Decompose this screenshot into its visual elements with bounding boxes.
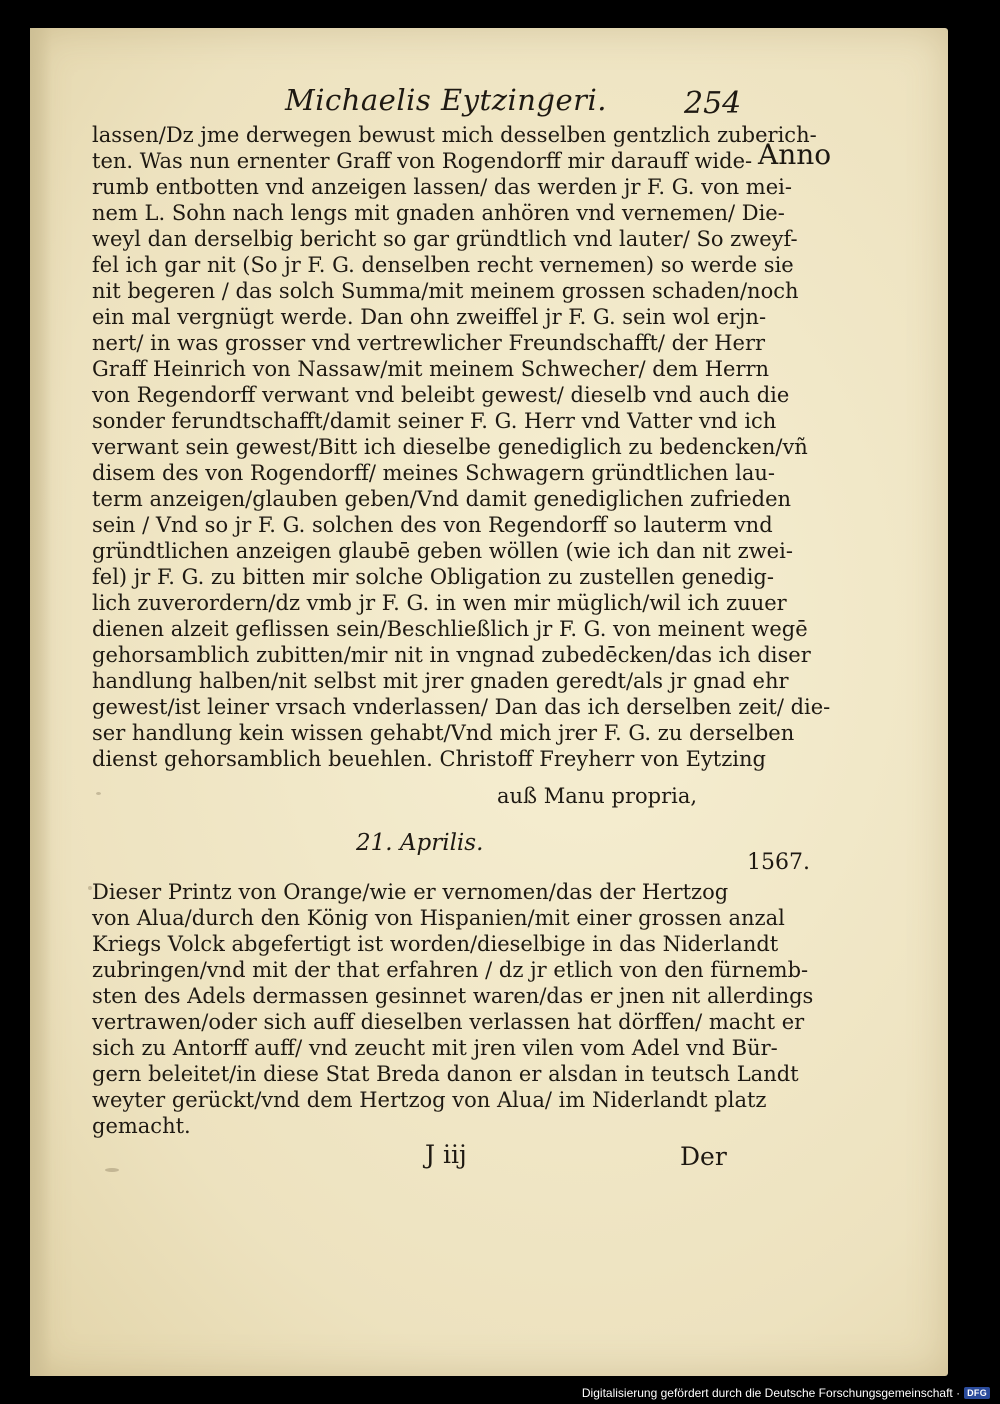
paper-speck	[88, 886, 92, 890]
text-line: lassen/Dz jme derwegen bewust mich desselben gentzlich zuberich-	[92, 123, 817, 147]
text-line: von Alua/durch den König von Hispanien/mit einer grossen anzal	[92, 906, 785, 930]
section-heading: 21. Aprilis.	[356, 830, 484, 856]
text-line: gemacht.	[92, 1114, 191, 1138]
paper-speck	[96, 792, 101, 795]
text-line: sonder ferundtschafft/damit seiner F. G. Herr vnd Vatter vnd ich	[92, 409, 777, 433]
text-line: gern beleitet/in diese Stat Breda danon er alsdan in teutsch Landt	[92, 1062, 799, 1086]
text-line: sten des Adels dermassen gesinnet waren/das er jnen nit allerdings	[92, 984, 814, 1008]
text-line: vertrawen/oder sich auff dieselben verlassen hat dörffen/ macht er	[92, 1010, 805, 1034]
catchword: Der	[680, 1142, 727, 1171]
text-line: handlung halben/nit selbst mit jrer gnaden geredt/als jr gnad ehr	[92, 669, 789, 693]
text-line: Graff Heinrich von Nassaw/mit meinem Schwecher/ dem Herrn	[92, 357, 770, 381]
dfg-logo: DFG	[964, 1387, 990, 1399]
text-line: Dieser Printz von Orange/wie er vernomen/das der Hertzog	[92, 880, 729, 904]
text-line: nit begeren / das solch Summa/mit meinem grossen schaden/noch	[92, 279, 799, 303]
credit-text: Digitalisierung gefördert durch die Deutsche Forschungsgemeinschaft ·	[581, 1386, 961, 1400]
text-line: verwant sein gewest/Bitt ich dieselbe genediglich zu bedencken/vñ	[92, 435, 808, 459]
text-line: ser handlung kein wissen gehabt/Vnd mich jrer F. G. zu derselben	[92, 721, 795, 745]
text-line: ein mal vergnügt werde. Dan ohn zweiffel jr F. G. sein wol erjn-	[92, 305, 767, 329]
signature-mark: J iij	[425, 1140, 467, 1169]
text-line: disem des von Rogendorff/ meines Schwagern gründtlichen lau-	[92, 461, 775, 485]
text-line: Kriegs Volck abgefertigt ist worden/dieselbige in das Niderlandt	[92, 932, 779, 956]
text-line: von Regendorff verwant vnd beleibt gewest/ dieselb vnd auch die	[92, 383, 790, 407]
text-line: gewest/ist leiner vrsach vnderlassen/ Dan das ich derselben zeit/ die-	[92, 695, 831, 719]
running-header: Michaelis Eytzingeri.	[285, 83, 608, 117]
text-line: nem L. Sohn nach lengs mit gnaden anhören vnd vernemen/ Die-	[92, 201, 785, 225]
paper-speck	[548, 92, 552, 96]
paper-speck	[105, 1168, 119, 1172]
text-line: zubringen/vnd mit der that erfahren / dz jr etlich von den fürnemb-	[92, 958, 809, 982]
text-line: fel) jr F. G. zu bitten mir solche Obligation zu zustellen genedig-	[92, 565, 774, 589]
text-line: weyter gerückt/vnd dem Hertzog von Alua/ im Niderlandt platz	[92, 1088, 767, 1112]
page-number: 254	[684, 86, 742, 121]
text-line: nert/ in was grosser vnd vertrewlicher Freundschafft/ der Herr	[92, 331, 766, 355]
text-line: gehorsamblich zubitten/mir nit in vngnad zubedēcken/das ich diser	[92, 643, 811, 667]
text-line: ten. Was nun ernenter Graff von Rogendorff mir darauff wide-	[92, 149, 753, 173]
text-line: fel ich gar nit (So jr F. G. denselben recht vernemen) so werde sie	[92, 253, 794, 277]
text-line: lich zuverordern/dz vmb jr F. G. in wen mir müglich/wil ich zuuer	[92, 591, 787, 615]
margin-note-year: 1567.	[747, 850, 810, 875]
digitization-credit	[582, 1386, 990, 1400]
text-line: sein / Vnd so jr F. G. solchen des von Regendorff so lauterm vnd	[92, 513, 773, 537]
text-line: dienen alzeit geflissen sein/Beschließlich jr F. G. von meinent wegē	[92, 617, 808, 641]
signature-line: auß Manu propria,	[497, 784, 698, 808]
margin-note-anno: Anno	[758, 138, 832, 171]
text-line: dienst gehorsamblich beuehlen. Christoff Freyherr von Eytzing	[92, 747, 766, 771]
text-line: gründtlichen anzeigen glaubē geben wöllen (wie ich dan nit zwei-	[92, 539, 793, 563]
text-line: weyl dan derselbig bericht so gar gründtlich vnd lauter/ So zweyf-	[92, 227, 798, 251]
text-line: term anzeigen/glauben geben/Vnd damit genediglichen zufrieden	[92, 487, 792, 511]
text-line: sich zu Antorff auff/ vnd zeucht mit jren vilen vom Adel vnd Bür-	[92, 1036, 778, 1060]
text-line: rumb entbotten vnd anzeigen lassen/ das werden jr F. G. von mei-	[92, 175, 792, 199]
